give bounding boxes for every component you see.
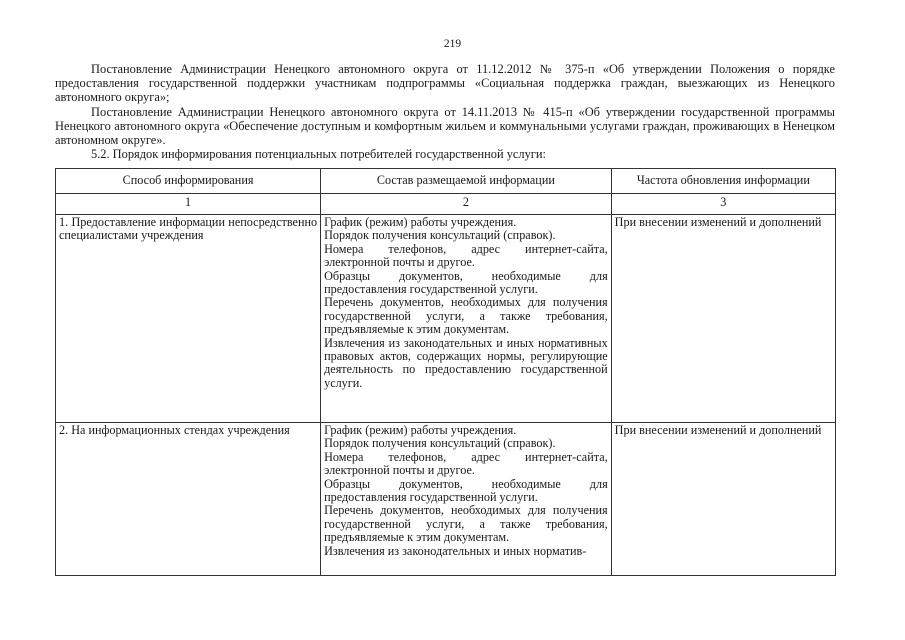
row-2-info-item: Номера телефонов, адрес интернет-сайта, электронной почты и другое. (324, 449, 608, 478)
intro-paragraph-3: 5.2. Порядок информирования потенциальных потребителей государственной услуги: (91, 147, 546, 162)
header-info: Состав размещаемой информации (321, 169, 612, 194)
row-1-info-item: Образцы документов, необходимые для предоставления государственной услуги. (324, 268, 608, 297)
row-2-info-item: Перечень документов, необходимых для получения государственной услуги, а также требования, предъявляемые к этим документам. (324, 503, 608, 545)
intro-paragraph-1: Постановление Администрации Ненецкого автономного округа от 11.12.2012 № 375-п «Об утверждении Положения о порядке предоставления государственной поддержки участникам подпрограммы «Социальная поддержка граждан, выезжающих из Ненецкого автономного округа»; (55, 62, 835, 105)
row-2-info-item: График (режим) работы учреждения. (324, 423, 517, 437)
row-2-info-item: Образцы документов, необходимые для предоставления государственной услуги. (324, 476, 608, 505)
header-method: Способ информирования (56, 169, 321, 194)
row-1-info-item: Извлечения из законодательных и иных нормативных правовых актов, содержащих нормы, регулирующие деятельность по предоставлению государственной услуги. (324, 335, 608, 390)
row-2-info (321, 423, 612, 576)
row-1-info-item: Перечень документов, необходимых для получения государственной услуги, а также требования, предъявляемые к этим документам. (324, 295, 608, 337)
intro-paragraph-2: Постановление Администрации Ненецкого автономного округа от 14.11.2013 № 415-п «Об утверждении государственной программы Ненецкого автономного округа «Обеспечение доступным и комфортным жильем и коммунальными услугами граждан, проживающих в Ненецком автономном округе». (55, 104, 835, 148)
row-2-info-item: Извлечения из законодательных и иных норматив- (324, 543, 587, 558)
page-number: 219 (443, 38, 462, 50)
header-frequency: Частота обновления информации (611, 169, 835, 194)
row-1-method: 1. Предоставление информации непосредственно специалистами учреждения (56, 215, 321, 423)
table-row (56, 423, 836, 576)
row-1-frequency: При внесении изменений и дополнений (611, 215, 835, 423)
row-1-info-item: Номера телефонов, адрес интернет-сайта, электронной почты и другое. (324, 241, 608, 270)
row-1-info (321, 215, 612, 423)
table-number-row (56, 194, 836, 215)
row-1-info-item: Порядок получения консультаций (справок). (324, 228, 556, 243)
column-number-1: 1 (56, 194, 321, 215)
table-row (56, 215, 836, 423)
intro-text (55, 62, 835, 161)
row-2-info-item: Порядок получения консультаций (справок). (324, 436, 556, 451)
column-number-3: 3 (611, 194, 835, 215)
information-table (55, 168, 836, 576)
column-number-2: 2 (321, 194, 612, 215)
row-1-info-item: График (режим) работы учреждения. (324, 215, 517, 229)
row-2-frequency: При внесении изменений и дополнений (611, 423, 835, 576)
row-2-method: 2. На информационных стендах учреждения (56, 423, 321, 576)
table-header-row (56, 169, 836, 194)
